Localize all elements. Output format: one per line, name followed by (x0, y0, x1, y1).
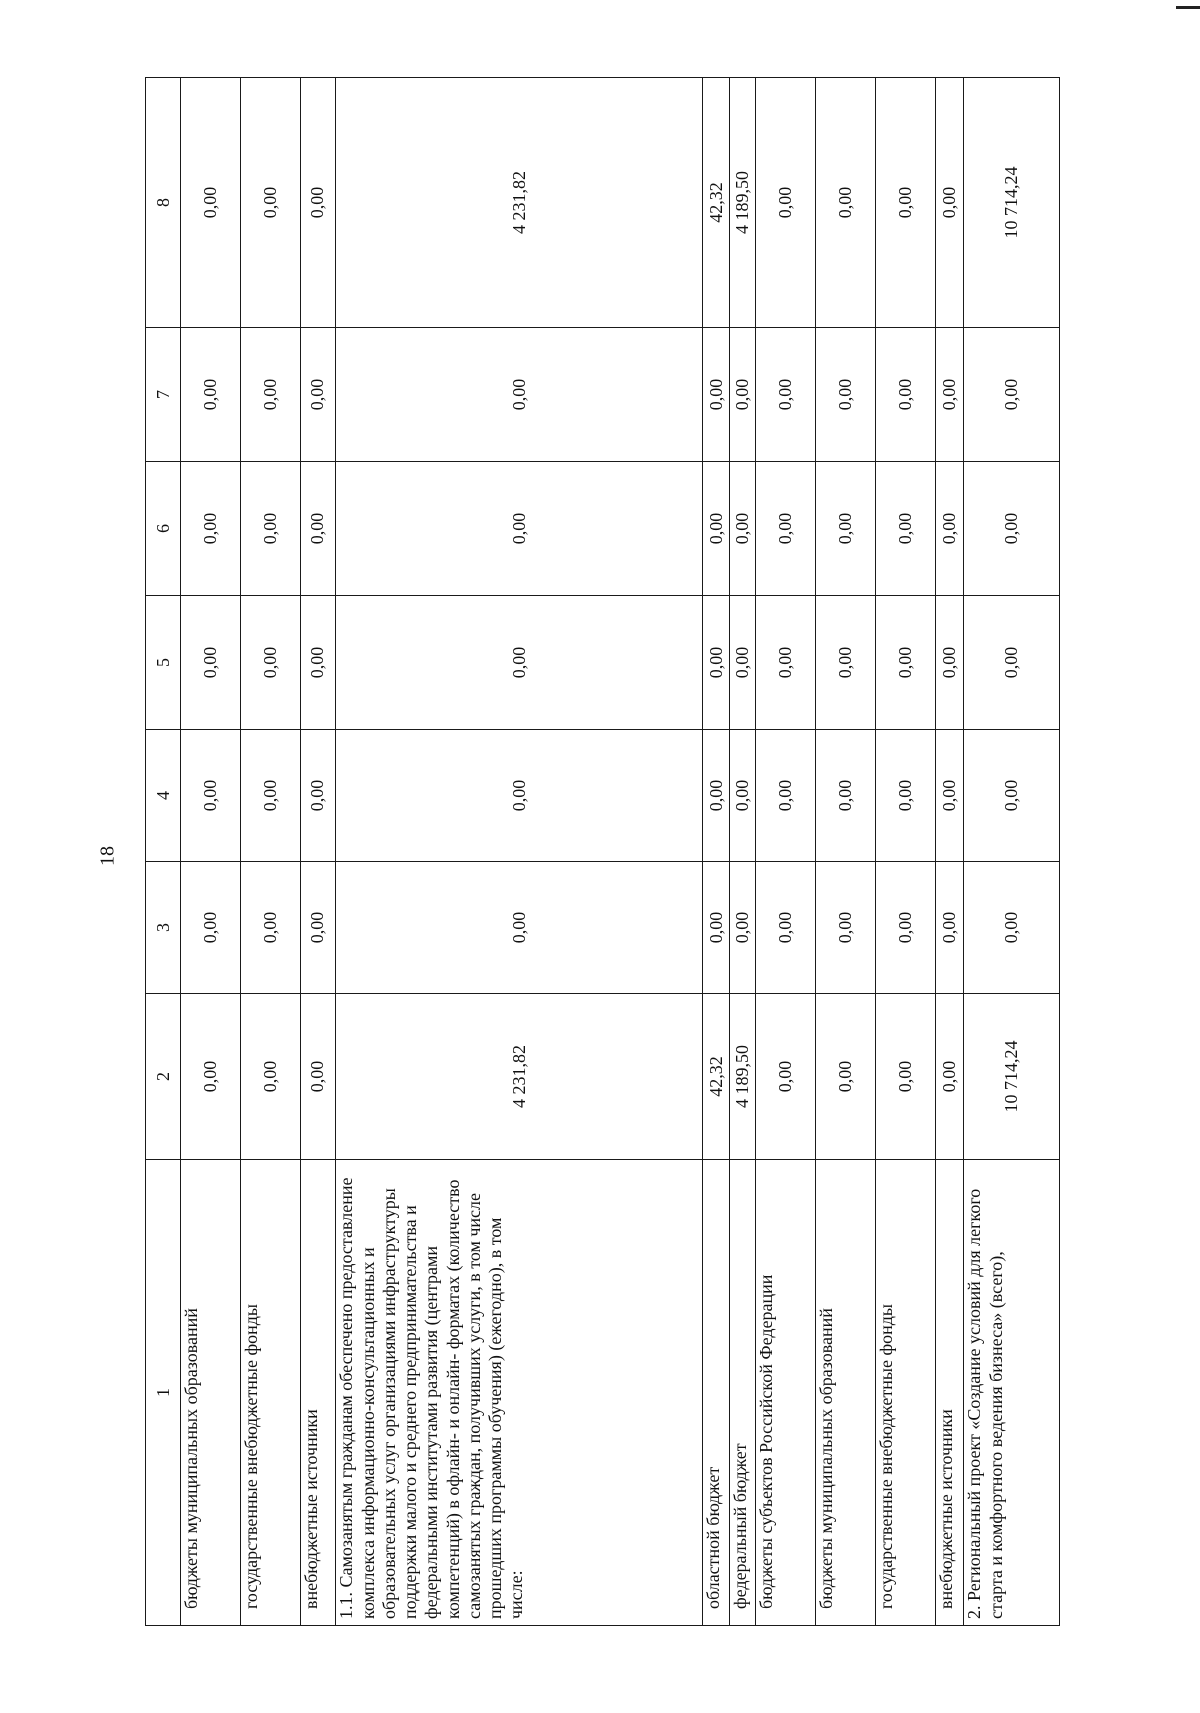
value-cell: 0,00 (756, 462, 816, 596)
row-label: бюджеты муниципальных образований (816, 1160, 876, 1626)
value-cell: 0,00 (181, 78, 241, 328)
value-cell: 0,00 (935, 78, 964, 328)
value-cell: 0,00 (935, 862, 964, 994)
value-cell: 0,00 (816, 862, 876, 994)
value-cell: 0,00 (935, 328, 964, 462)
column-header: 8 (146, 78, 181, 328)
value-cell: 4 231,82 (336, 994, 703, 1160)
value-cell: 0,00 (300, 862, 336, 994)
value-cell: 0,00 (816, 78, 876, 328)
value-cell: 0,00 (703, 462, 730, 596)
value-cell: 0,00 (703, 328, 730, 462)
table-row (336, 78, 703, 1626)
value-cell: 0,00 (300, 994, 336, 1160)
value-cell: 0,00 (756, 328, 816, 462)
value-cell: 0,00 (240, 596, 300, 730)
value-cell: 0,00 (964, 462, 1060, 596)
table-row (729, 78, 756, 1626)
column-header: 7 (146, 328, 181, 462)
value-cell: 0,00 (300, 462, 336, 596)
value-cell: 0,00 (336, 862, 703, 994)
value-cell: 0,00 (756, 78, 816, 328)
value-cell: 0,00 (336, 596, 703, 730)
row-label: внебюджетные источники (935, 1160, 964, 1626)
value-cell: 0,00 (240, 78, 300, 328)
value-cell: 10 714,24 (964, 78, 1060, 328)
value-cell: 0,00 (181, 730, 241, 862)
value-cell: 0,00 (181, 328, 241, 462)
table-rotator (145, 78, 1060, 1626)
value-cell: 0,00 (875, 596, 935, 730)
value-cell: 0,00 (240, 328, 300, 462)
column-header: 4 (146, 730, 181, 862)
value-cell: 0,00 (703, 730, 730, 862)
row-label: 2. Региональный проект «Создание условий для легкого старта и комфортного ведения бизнеса» (всего), (964, 1160, 1060, 1626)
row-label: 1.1. Самозанятым гражданам обеспечено предоставление комплекса информационно-консультационных и образовательных услуг организациями инфраструктуры поддержки малого и среднего предпринимательства и федеральными институтами развития (центрами компетенций) в офлайн- и онлайн- форматах (количество самозанятых граждан, получивших услуги, в том числе прошедших программы обучения) (ежегодно), в том числе: (336, 1160, 703, 1626)
value-cell: 0,00 (240, 994, 300, 1160)
table-row (240, 78, 300, 1626)
value-cell: 0,00 (336, 328, 703, 462)
value-cell: 4 189,50 (729, 994, 756, 1160)
column-header: 3 (146, 862, 181, 994)
column-header: 5 (146, 596, 181, 730)
value-cell: 0,00 (729, 596, 756, 730)
value-cell: 42,32 (703, 78, 730, 328)
table-row (816, 78, 876, 1626)
table-row (181, 78, 241, 1626)
value-cell: 0,00 (703, 596, 730, 730)
value-cell: 0,00 (336, 730, 703, 862)
value-cell: 0,00 (336, 462, 703, 596)
value-cell: 0,00 (240, 730, 300, 862)
value-cell: 0,00 (756, 596, 816, 730)
value-cell: 0,00 (181, 994, 241, 1160)
header-row (146, 78, 181, 1626)
row-label: бюджеты муниципальных образований (181, 1160, 241, 1626)
value-cell: 0,00 (240, 862, 300, 994)
column-header: 1 (146, 1160, 181, 1626)
value-cell: 0,00 (875, 462, 935, 596)
value-cell: 0,00 (875, 328, 935, 462)
value-cell: 0,00 (964, 596, 1060, 730)
value-cell: 0,00 (935, 994, 964, 1160)
row-label: федеральный бюджет (729, 1160, 756, 1626)
row-label: внебюджетные источники (300, 1160, 336, 1626)
corner-mark (1176, 6, 1200, 9)
value-cell: 0,00 (964, 730, 1060, 862)
column-header: 2 (146, 994, 181, 1160)
value-cell: 0,00 (935, 596, 964, 730)
page-number: 18 (96, 846, 119, 866)
value-cell: 0,00 (181, 862, 241, 994)
value-cell: 0,00 (181, 596, 241, 730)
value-cell: 0,00 (300, 328, 336, 462)
value-cell: 10 714,24 (964, 994, 1060, 1160)
value-cell: 0,00 (300, 596, 336, 730)
row-label: государственные внебюджетные фонды (240, 1160, 300, 1626)
value-cell: 0,00 (964, 328, 1060, 462)
value-cell: 0,00 (729, 462, 756, 596)
value-cell: 4 189,50 (729, 78, 756, 328)
value-cell: 0,00 (816, 328, 876, 462)
funding-table (145, 77, 1060, 1626)
value-cell: 4 231,82 (336, 78, 703, 328)
value-cell: 0,00 (816, 462, 876, 596)
value-cell: 0,00 (935, 730, 964, 862)
value-cell: 0,00 (935, 462, 964, 596)
row-label: бюджеты субъектов Российской Федерации (756, 1160, 816, 1626)
table-row (935, 78, 964, 1626)
value-cell: 0,00 (240, 462, 300, 596)
table-row (300, 78, 336, 1626)
value-cell: 0,00 (756, 862, 816, 994)
value-cell: 0,00 (756, 730, 816, 862)
column-header: 6 (146, 462, 181, 596)
value-cell: 0,00 (729, 328, 756, 462)
value-cell: 0,00 (181, 462, 241, 596)
value-cell: 0,00 (875, 862, 935, 994)
value-cell: 0,00 (964, 862, 1060, 994)
row-label: государственные внебюджетные фонды (875, 1160, 935, 1626)
table-row (964, 78, 1060, 1626)
value-cell: 0,00 (816, 596, 876, 730)
value-cell: 0,00 (816, 730, 876, 862)
value-cell: 0,00 (300, 78, 336, 328)
table-row (756, 78, 816, 1626)
value-cell: 0,00 (300, 730, 336, 862)
value-cell: 0,00 (816, 994, 876, 1160)
value-cell: 0,00 (756, 994, 816, 1160)
table-row (703, 78, 730, 1626)
value-cell: 42,32 (703, 994, 730, 1160)
value-cell: 0,00 (703, 862, 730, 994)
value-cell: 0,00 (729, 862, 756, 994)
value-cell: 0,00 (875, 994, 935, 1160)
table-row (875, 78, 935, 1626)
value-cell: 0,00 (875, 78, 935, 328)
value-cell: 0,00 (729, 730, 756, 862)
value-cell: 0,00 (875, 730, 935, 862)
row-label: областной бюджет (703, 1160, 730, 1626)
